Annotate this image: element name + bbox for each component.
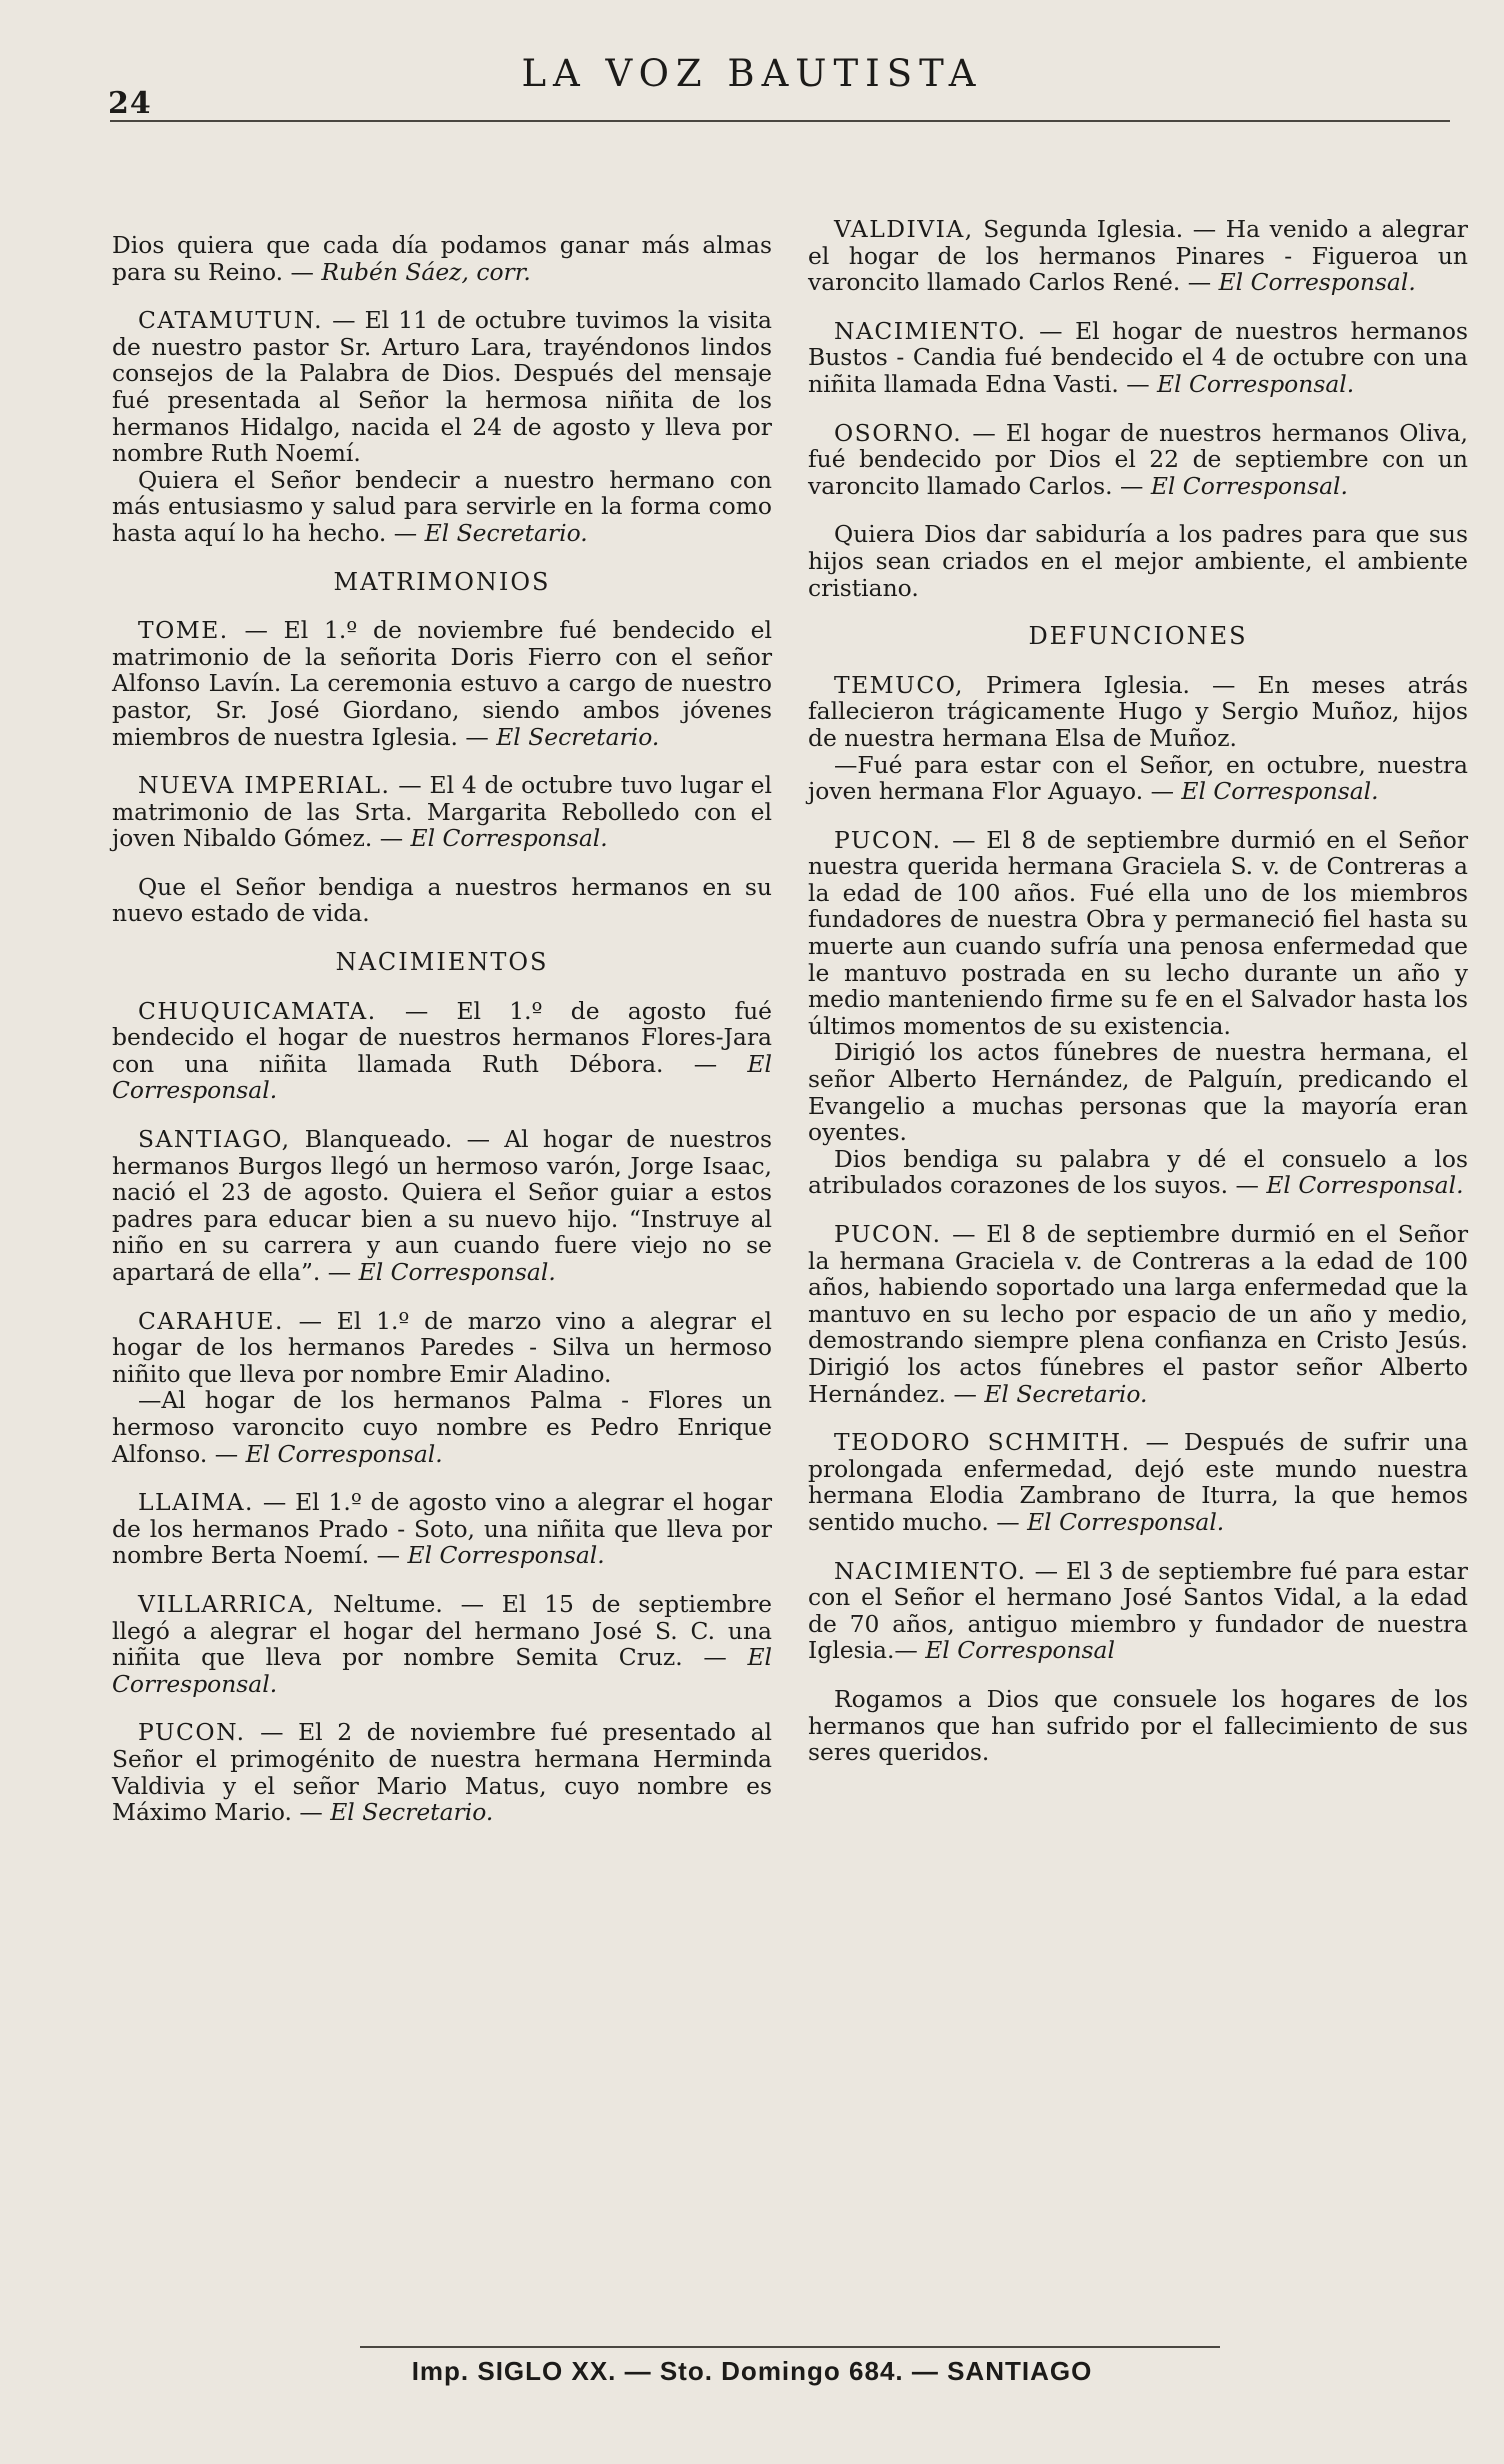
paragraph-text: El 3 de septiembre fué para estar con el Señor el hermano José Santos Vidal, a la edad de 70 años, antiguo miembro y fundador de nuestra Iglesia. [808,1556,1468,1665]
article-paragraph: TEODORO SCHMITH. — Después de sufrir una prolongada enfermedad, dejó este mundo nuestra hermana Elodia Zambrano de Iturra, la que hemos sentido mucho. — El Corresponsal. [808,1428,1469,1536]
paragraph-text: Primera Iglesia. — En meses atrás fallecieron trágicamente Hugo y Sergio Muñoz, hijos de nuestra hermana Elsa de Muñoz. [808,670,1468,752]
place-name: PUCON. [834,825,942,854]
journal-title: LA VOZ BAUTISTA [521,52,983,95]
article-paragraph: TOME. — El 1.º de noviembre fué bendecido el matrimonio de la señorita Doris Fierro con el señor Alfonso Lavín. La ceremonia estuvo a cargo de nuestro pastor, Sr. José Giordano, siendo ambos jóvenes miembros de nuestra Iglesia. — El Secretario. [112,616,772,751]
article-paragraph: —Fué para estar con el Señor, en octubre, nuestra joven hermana Flor Aguayo. — El Corresponsal. [808,750,1468,806]
signature: El Corresponsal. [245,1439,443,1468]
paragraph-text: Dios quiera que cada día podamos ganar más almas para su Reino. [112,231,772,286]
signature: El Secretario. [424,518,588,547]
article-paragraph: NUEVA IMPERIAL. — El 4 de octubre tuvo lugar el matrimonio de las Srta. Margarita Rebolledo con el joven Nibaldo Gómez. — El Corresponsal. [112,771,772,853]
place-name: TOME. [138,616,229,645]
place-name: OSORNO. [834,418,963,447]
page-number: 24 [108,86,152,121]
paragraph-text: Rogamos a Dios que consuele los hogares de los hermanos que han sufrido por el fallecimiento de sus seres queridos. [808,1684,1468,1767]
signature: El Corresponsal. [112,1049,772,1105]
article-paragraph: PUCON. — El 8 de septiembre durmió en el Señor la hermana Graciela v. de Contreras a la edad de 100 años, habiendo soportado una larga enfermedad que la mantuvo en su lecho por espacio de un año y medio, demostrando siempre plena confianza en Cristo Jesús. Dirigió los actos fúnebres el pastor señor Alberto Hernández. — El Secretario. [808,1220,1468,1408]
paragraph-text: El 1.º de agosto fué bendecido el hogar de nuestros hermanos Flores-Jara con una niñita llamada Ruth Débora. [112,996,773,1078]
place-name: NACIMIENTO. [834,1556,1027,1585]
signature: El Corresponsal. [1181,777,1379,806]
header-rule [110,120,1450,122]
paragraph-text: Segunda Iglesia. — Ha venido a alegrar el hogar de los hermanos Pinares - Figueroa un varoncito llamado Carlos René. [808,215,1468,297]
signature: El Secretario. [984,1379,1148,1408]
signature: El Corresponsal. [407,1541,605,1570]
signature: El Corresponsal. [1157,369,1355,398]
right-column [808,216,1468,1788]
place-name: VILLARRICA, [138,1589,316,1618]
section-heading: DEFUNCIONES [1028,622,1248,651]
signature: El Corresponsal. [1150,471,1348,500]
paragraph-text: —Fué para estar con el Señor, en octubre, nuestra joven hermana Flor Aguayo. [808,750,1468,806]
place-name: TEMUCO, [834,670,964,699]
place-name: CATAMUTUN. [138,306,324,335]
signature: El Corresponsal [925,1636,1115,1665]
article-paragraph: Dios quiera que cada día podamos ganar más almas para su Reino. — Rubén Sáez, corr. [112,231,772,286]
signature: El Corresponsal. [1218,268,1416,297]
signature: El Corresponsal. [358,1258,556,1286]
article-paragraph: CARAHUE. — El 1.º de marzo vino a alegrar el hogar de los hermanos Paredes - Silva un hermoso niñito que lleva por nombre Emir Aladino. [112,1306,773,1388]
article-paragraph: Quiera el Señor bendecir a nuestro hermano con más entusiasmo y salud para servirle en la forma como hasta aquí lo ha hecho. — El Secretario. [112,465,772,547]
article-paragraph [112,874,772,927]
paragraph-text: Quiera el Señor bendecir a nuestro hermano con más entusiasmo y salud para servirle en la forma como hasta aquí lo ha hecho. [112,465,772,547]
place-name: NACIMIENTO. [834,316,1027,345]
article-paragraph: CHUQUICAMATA. — El 1.º de agosto fué bendecido el hogar de nuestros hermanos Flores-Jara con una niñita llamada Ruth Débora. — El Corresponsal. [112,996,773,1105]
paragraph-text: El 2 de noviembre fué presentado al Señor el primogénito de nuestra hermana Herminda Valdivia y el señor Mario Matus, cuyo nombre es Máximo Mario. [112,1718,772,1827]
signature: El Corresponsal. [1027,1507,1225,1536]
paragraph-text: Dirigió los actos fúnebres de nuestra hermana, el señor Alberto Hernández, de Palguín, predicando el Evangelio a muchas personas que la mayoría eran oyentes. [808,1038,1468,1147]
place-name: VALDIVIA, [834,215,974,243]
paragraph-text: El 1.º de noviembre fué bendecido el matrimonio de la señorita Doris Fierro con el señor Alfonso Lavín. La ceremonia estuvo a cargo de nuestro pastor, Sr. José Giordano, siendo ambos jóvenes miembros de nuestra Iglesia. [112,616,772,751]
paragraph-text: Después de sufrir una prolongada enfermedad, dejó este mundo nuestra hermana Elodia Zambrano de Iturra, la que hemos sentido mucho. [808,1428,1469,1536]
place-name: CHUQUICAMATA. [138,996,377,1025]
paragraph-text: El 8 de septiembre durmió en el Señor nuestra querida hermana Graciela S. v. de Contreras a la edad de 100 años. Fué ella uno de los miembros fundadores de nuestra Obra y permaneció fiel hasta su muerte aun cuando sufría una penosa enfermedad que le mantuvo postrada en su lecho durante un año y medio manteniendo firme su fe en el Salvador hasta los últimos momentos de su existencia. [808,825,1468,1040]
footer-imprint: Imp. SIGLO XX. — Sto. Domingo 684. — SANTIAGO [411,2356,1093,2386]
article-paragraph: VALDIVIA, Segunda Iglesia. — Ha venido a alegrar el hogar de los hermanos Pinares - Figueroa un varoncito llamado Carlos René. — El Corresponsal. [808,215,1468,297]
signature: El Corresponsal. [112,1643,772,1698]
left-column [112,232,772,1848]
paragraph-text: Blanqueado. — Al hogar de nuestros hermanos Burgos llegó un hermoso varón, Jorge Isaac, nació el 23 de agosto. Quiera el Señor guiar a estos padres para educar bien a su nuevo hijo. “Instruye al niño en su carrera y aun cuando fuere viejo no se apartará de ella”. [112,1125,772,1286]
article-paragraph: NACIMIENTO. — El hogar de nuestros hermanos Bustos - Candia fué bendecido el 4 de octubre con una niñita llamada Edna Vasti. — El Corresponsal. [808,316,1468,398]
place-name: TEODORO SCHMITH. [834,1428,1131,1457]
place-name: PUCON. [138,1718,246,1747]
paragraph-text: El 4 de octubre tuvo lugar el matrimonio de las Srta. Margarita Rebolledo con el joven Nibaldo Gómez. [112,771,772,853]
section-heading: MATRIMONIOS [333,567,551,596]
paragraph-text: El hogar de nuestros hermanos Oliva, fué bendecido por Dios el 22 de septiembre con un varoncito llamado Carlos. [808,418,1468,500]
section-heading: NACIMIENTOS [335,948,549,977]
paragraph-text: —Al hogar de los hermanos Palma - Flores un hermoso varoncito cuyo nombre es Pedro Enrique Alfonso. [112,1386,772,1468]
paragraph-text: Que el Señor bendiga a nuestros hermanos en su nuevo estado de vida. [112,872,772,928]
article-paragraph [808,1039,1468,1145]
signature: El Secretario. [496,722,660,751]
article-paragraph: LLAIMA. — El 1.º de agosto vino a alegrar el hogar de los hermanos Prado - Soto, una niñita que lleva por nombre Berta Noemí. — El Corresponsal. [112,1488,772,1570]
paragraph-text: Quiera Dios dar sabiduría a los padres para que sus hijos sean criados en el mejor ambiente, el ambiente cristiano. [808,520,1468,602]
article-paragraph [808,672,1468,752]
signature: El Secretario. [330,1798,494,1827]
signature: El Corresponsal. [410,824,608,853]
article-paragraph [808,1686,1468,1766]
footer-rule [360,2346,1220,2348]
paragraph-text: El hogar de nuestros hermanos Bustos - Candia fué bendecido el 4 de octubre con una niñita llamada Edna Vasti. [808,316,1468,398]
place-name: PUCON. [834,1220,942,1248]
article-paragraph: VILLARRICA, Neltume. — El 15 de septiembre llegó a alegrar el hogar del hermano José S. C. una niñita que lleva por nombre Semita Cruz. — El Corresponsal. [112,1589,772,1698]
article-paragraph: PUCON. — El 2 de noviembre fué presentado al Señor el primogénito de nuestra hermana Herminda Valdivia y el señor Mario Matus, cuyo nombre es Máximo Mario. — El Secretario. [112,1718,772,1827]
article-paragraph [808,521,1468,601]
article-paragraph: PUCON. — El 8 de septiembre durmió en el Señor nuestra querida hermana Graciela S. v. de Contreras a la edad de 100 años. Fué ella uno de los miembros fundadores de nuestra Obra y permaneció fiel hasta su muerte aun cuando sufría una penosa enfermedad que le mantuvo postrada en su lecho durante un año y medio manteniendo firme su fe en el Salvador hasta los últimos momentos de su existencia. [808,825,1468,1040]
paragraph-text: Neltume. — El 15 de septiembre llegó a alegrar el hogar del hermano José S. C. una niñita que lleva por nombre Semita Cruz. [112,1589,772,1672]
article-paragraph: Dios bendiga su palabra y dé el consuelo a los atribulados corazones de los suyos. — El Corresponsal. [808,1144,1468,1200]
place-name: CARAHUE. [138,1306,284,1335]
article-paragraph: OSORNO. — El hogar de nuestros hermanos Oliva, fué bendecido por Dios el 22 de septiembre con un varoncito llamado Carlos. — El Corresponsal. [808,418,1468,500]
paragraph-text: El 1.º de agosto vino a alegrar el hogar de los hermanos Prado - Soto, una niñita que lleva por nombre Berta Noemí. [112,1488,772,1570]
place-name: LLAIMA. [138,1488,254,1517]
place-name: NUEVA IMPERIAL. [138,771,391,800]
paragraph-text: El 11 de octubre tuvimos la visita de nuestro pastor Sr. Arturo Lara, trayéndonos lindos consejos de la Palabra de Dios. Después del mensaje fué presentada al Señor la hermosa niñita de los hermanos Hidalgo, nacida el 24 de agosto y lleva por nombre Ruth Noemí. [112,306,772,468]
signature: El Corresponsal. [1266,1171,1464,1200]
signature: Rubén Sáez, corr. [321,257,531,286]
paragraph-text: El 8 de septiembre durmió en el Señor la hermana Graciela v. de Contreras a la edad de 100 años, habiendo soportado una larga enfermedad que la mantuvo en su lecho por espacio de un año y medio, demostrando siempre plena confianza en Cristo Jesús. Dirigió los actos fúnebres el pastor señor Alberto Hernández. [808,1220,1468,1408]
place-name: SANTIAGO, [138,1125,291,1154]
article-paragraph: —Al hogar de los hermanos Palma - Flores un hermoso varoncito cuyo nombre es Pedro Enrique Alfonso. — El Corresponsal. [112,1386,772,1468]
article-paragraph: CATAMUTUN. — El 11 de octubre tuvimos la visita de nuestro pastor Sr. Arturo Lara, trayéndonos lindos consejos de la Palabra de Dios. Después del mensaje fué presentada al Señor la hermosa niñita de los hermanos Hidalgo, nacida el 24 de agosto y lleva por nombre Ruth Noemí. [112,306,772,468]
paragraph-text: Dios bendiga su palabra y dé el consuelo a los atribulados corazones de los suyos. [808,1144,1468,1200]
paragraph-text: El 1.º de marzo vino a alegrar el hogar de los hermanos Paredes - Silva un hermoso niñito que lleva por nombre Emir Aladino. [112,1306,773,1388]
article-paragraph: SANTIAGO, Blanqueado. — Al hogar de nuestros hermanos Burgos llegó un hermoso varón, Jorge Isaac, nació el 23 de agosto. Quiera el Señor guiar a estos padres para educar bien a su nuevo hijo. “Instruye al niño en su carrera y aun cuando fuere viejo no se apartará de ella”. — El Corresponsal. [112,1125,772,1286]
article-paragraph: NACIMIENTO. — El 3 de septiembre fué para estar con el Señor el hermano José Santos Vidal, a la edad de 70 años, antiguo miembro y fundador de nuestra Iglesia.— El Corresponsal [808,1556,1468,1665]
